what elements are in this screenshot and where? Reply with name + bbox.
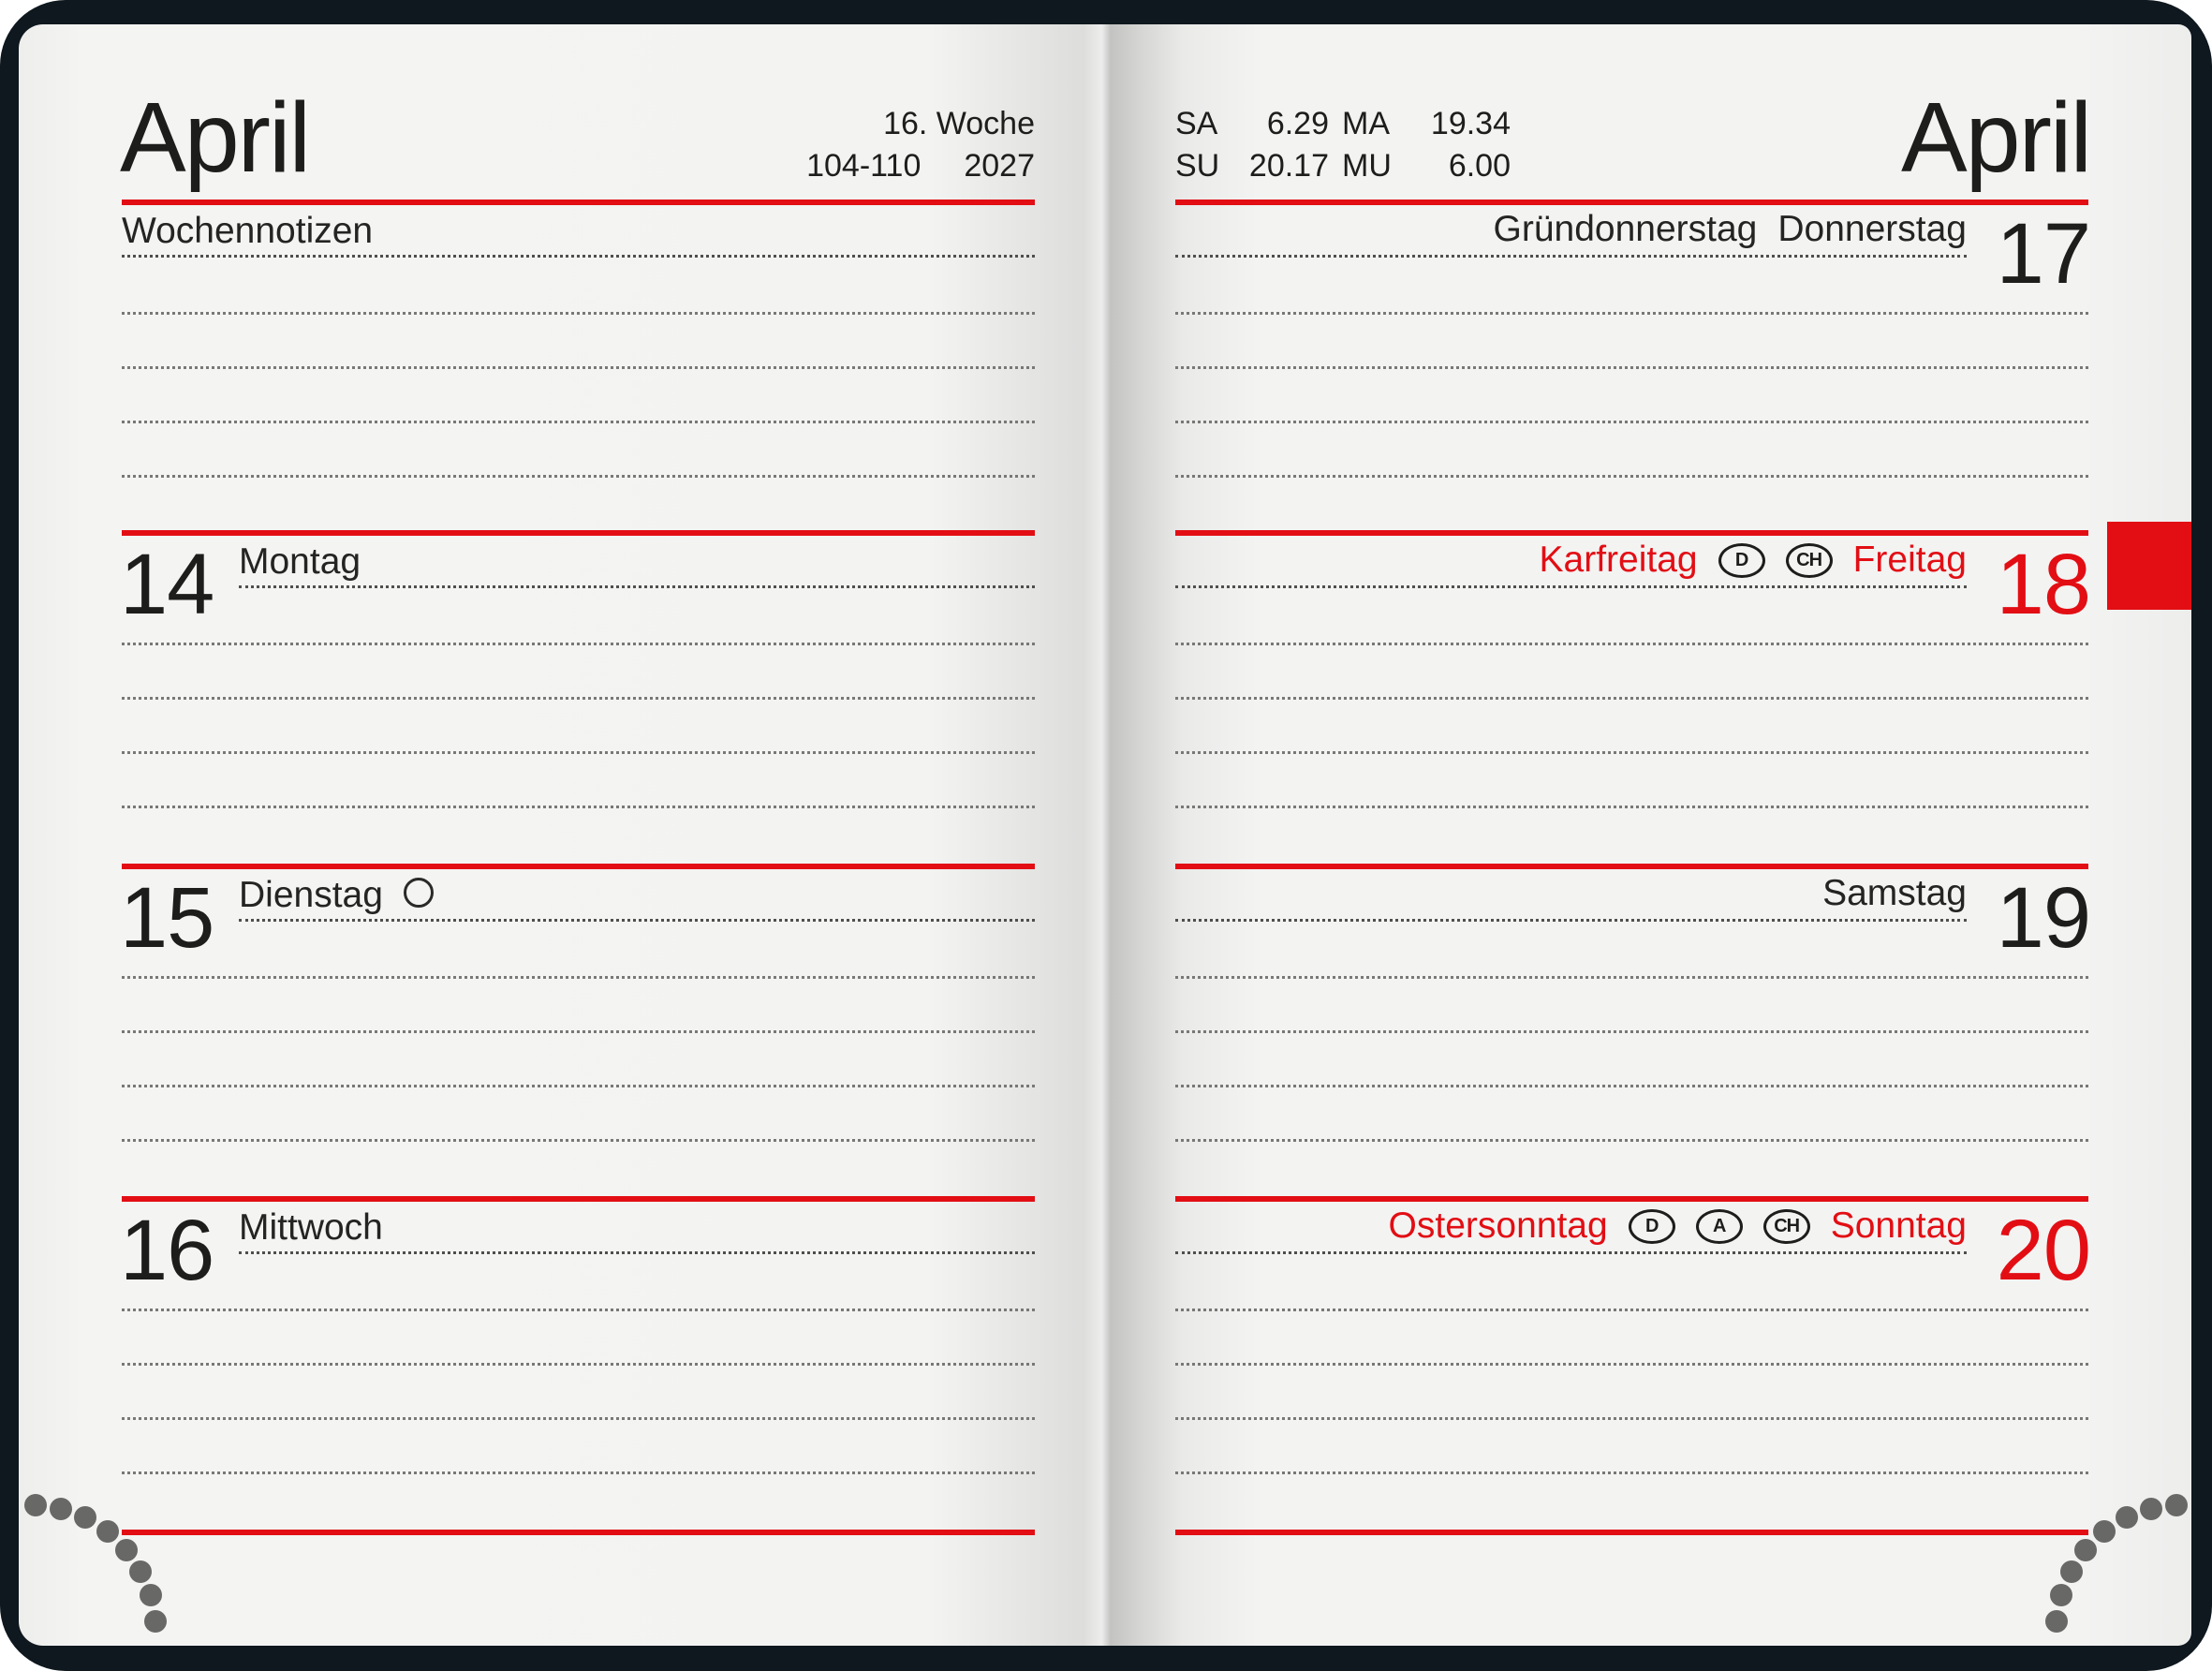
writing-line: [122, 1139, 1035, 1142]
day-row-saturday: [1175, 869, 1967, 918]
writing-line: [1175, 643, 2088, 645]
left-bottom-red-rule: [122, 1530, 1035, 1535]
day-label-underline: [1175, 255, 1967, 258]
week-info: [613, 103, 1035, 187]
writing-line: [122, 1030, 1035, 1033]
day-number-19: 19: [1996, 870, 2090, 966]
writing-line: [1175, 1417, 2088, 1420]
writing-line: [1175, 312, 2088, 315]
holiday-label: Ostersonntag: [1388, 1205, 1608, 1246]
sunset-label: SU: [1175, 148, 1220, 184]
day-number-17: 17: [1996, 206, 2090, 302]
notes-label-underline: [122, 255, 1035, 258]
writing-line: [1175, 976, 2088, 979]
day-label-underline: [1175, 1251, 1967, 1254]
writing-line: [122, 697, 1035, 700]
country-badge-austria: A: [1696, 1209, 1743, 1244]
day-number-16: 16: [120, 1203, 214, 1298]
writing-line: [1175, 1309, 2088, 1311]
day-name-monday: Montag: [239, 541, 361, 582]
holiday-label: Karfreitag: [1539, 540, 1698, 580]
day-number-15: 15: [120, 870, 214, 966]
header-red-rule: [122, 200, 1035, 205]
left-page-month-title: April: [120, 82, 310, 193]
page-marker-tab: [2107, 522, 2191, 610]
sunrise-label: SA: [1175, 106, 1218, 141]
writing-line: [122, 976, 1035, 979]
day-label-underline: [1175, 585, 1967, 588]
day-number-18: 18: [1996, 537, 2090, 632]
holiday-label: Gründonnerstag: [1493, 209, 1758, 249]
day-name-label: Samstag: [1822, 873, 1967, 913]
day-name-label: Dienstag: [239, 875, 383, 915]
year-label: 2027: [964, 148, 1035, 184]
moonset-label: MU: [1342, 148, 1392, 184]
day-14-red-rule: [122, 530, 1035, 536]
day-16-red-rule: [122, 1196, 1035, 1202]
writing-line: [122, 366, 1035, 369]
full-moon-icon: [404, 878, 434, 908]
day-row-thursday: [1175, 205, 1967, 254]
writing-line: [1175, 421, 2088, 423]
open-page-spread: [19, 24, 2191, 1646]
writing-line: [122, 806, 1035, 808]
day-row-friday: [1175, 536, 1967, 584]
sun-moon-times: [1175, 103, 1511, 187]
day-label-underline: [239, 1251, 1035, 1254]
country-badge-germany: D: [1718, 543, 1765, 578]
moonset-time: 6.00: [1448, 148, 1511, 184]
writing-line: [122, 1363, 1035, 1366]
writing-line: [1175, 475, 2088, 478]
day-name-tuesday: [239, 873, 434, 918]
writing-line: [122, 1471, 1035, 1474]
writing-line: [1175, 1030, 2088, 1033]
day-row-sunday: [1175, 1202, 1967, 1250]
day-label-underline: [239, 919, 1035, 922]
right-bottom-red-rule: [1175, 1530, 2088, 1535]
writing-line: [1175, 366, 2088, 369]
writing-line: [122, 312, 1035, 315]
writing-line: [1175, 1363, 2088, 1366]
country-badge-germany: D: [1629, 1209, 1675, 1244]
country-badge-switzerland: CH: [1763, 1209, 1810, 1244]
moonrise-label: MA: [1342, 106, 1390, 141]
writing-line: [122, 1417, 1035, 1420]
writing-line: [1175, 1471, 2088, 1474]
day-name-label: Freitag: [1852, 540, 1967, 580]
writing-line: [1175, 1085, 2088, 1087]
day-name-label: Donnerstag: [1777, 209, 1967, 249]
day-of-year-range: 104-110: [806, 148, 922, 184]
day-15-red-rule: [122, 864, 1035, 869]
day-name-wednesday: Mittwoch: [239, 1207, 383, 1248]
writing-line: [122, 1309, 1035, 1311]
sunset-time: 20.17: [1248, 148, 1329, 184]
right-page-month-title: April: [1900, 82, 2090, 193]
corner-stitch-dots-left: [19, 1480, 243, 1646]
writing-line: [122, 751, 1035, 754]
day-number-14: 14: [120, 537, 214, 632]
day-label-underline: [1175, 919, 1967, 922]
writing-line: [1175, 697, 2088, 700]
writing-line: [122, 643, 1035, 645]
writing-line: [122, 1085, 1035, 1087]
country-badge-switzerland: CH: [1786, 543, 1833, 578]
writing-line: [1175, 751, 2088, 754]
writing-line: [122, 421, 1035, 423]
moonrise-time: 19.34: [1430, 106, 1511, 141]
weekly-notes-label: Wochennotizen: [122, 211, 374, 251]
writing-line: [1175, 1139, 2088, 1142]
corner-stitch-dots-right: [1969, 1480, 2191, 1646]
sunrise-time: 6.29: [1266, 106, 1329, 141]
writing-line: [1175, 806, 2088, 808]
writing-line: [122, 475, 1035, 478]
day-label-underline: [239, 585, 1035, 588]
day-number-20: 20: [1996, 1203, 2090, 1298]
week-number-label: 16. Woche: [883, 106, 1035, 141]
day-name-label: Sonntag: [1830, 1205, 1967, 1246]
